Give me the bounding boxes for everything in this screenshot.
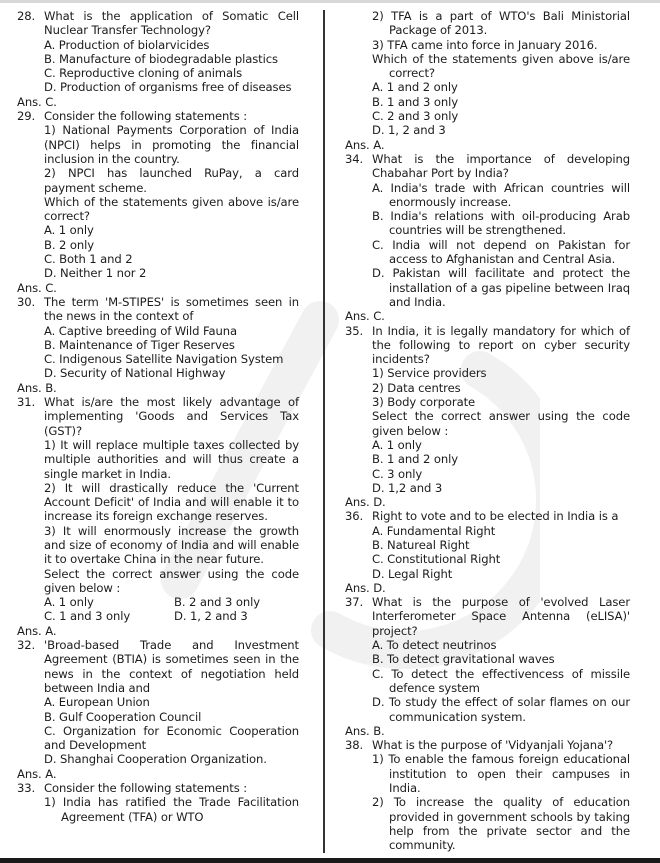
question-text: What is/are the most likely advantage of implementing 'Goods and Services Tax (GST)? (44, 395, 299, 438)
prompt: Select the correct answer using the code given below : (44, 566, 299, 595)
option: A. 1 only (44, 223, 94, 238)
bottom-border (0, 858, 660, 863)
statement: 1) National Payments Corporation of India (NPCI) helps in promoting the financial inclusion in the country. (44, 123, 299, 166)
answer: Ans. C. (17, 280, 57, 295)
statement: 1) Service providers (372, 366, 487, 381)
prompt: Which of the statements given above is/are correct? (44, 194, 299, 224)
option: B. India's relations with oil-producing Arab countries will be strengthened. (372, 209, 630, 238)
option: C. India will not depend on Pakistan for access to Afghanistan and Central Asia. (372, 237, 630, 267)
option: C. 2 and 3 only (372, 109, 459, 124)
question-text: What is the purpose of 'evolved Laser Interferometer Space Antenna (eLISA)' project? (372, 595, 630, 638)
statement: 3) Body corporate (372, 395, 476, 410)
question-number: 31. (17, 395, 36, 410)
option: A. 1 and 2 only (372, 80, 458, 95)
option: A. India's trade with African countries will enormously increase. (372, 180, 630, 209)
option: C. Both 1 and 2 (44, 252, 133, 267)
question-number: 29. (17, 109, 36, 124)
option: D. Shanghai Cooperation Organization. (44, 752, 267, 767)
question-text: In India, it is legally mandatory for which of the following to report on cyber security incidents? (372, 323, 630, 367)
question-34 (345, 152, 630, 324)
prompt: Which of the statements given above is/are correct? (372, 51, 630, 81)
options-grid (17, 595, 299, 624)
question-number: 34. (345, 151, 364, 166)
option: B. 2 only (44, 237, 95, 252)
option: B. 1 and 3 only (372, 94, 458, 109)
question-33 (17, 781, 299, 824)
question-28 (17, 9, 299, 109)
option: A. 1 only (44, 595, 94, 610)
statement: 3) It will enormously increase the growth and size of economy of India and will enable it to overtake China in the near future. (44, 523, 299, 567)
option: C. 3 only (372, 466, 423, 481)
question-text: What is the application of Somatic Cell Nuclear Transfer Technology? (44, 9, 299, 38)
option: B. 2 and 3 only (174, 595, 260, 610)
right-column (345, 9, 630, 853)
option: A. Captive breeding of Wild Fauna (44, 323, 237, 338)
answer: Ans. C. (345, 309, 385, 324)
question-text: Right to vote and to be elected in India is a (372, 509, 619, 524)
option: D. Legal Right (372, 566, 453, 581)
answer: Ans. D. (345, 580, 386, 595)
question-number: 35. (345, 323, 364, 338)
question-text: 'Broad-based Trade and Investment Agreement (BTIA) is sometimes seen in the news in the context of negotiation held between India and (44, 638, 299, 695)
answer: Ans. B. (345, 723, 385, 738)
option: D. To study the effect of solar flames on our communication system. (372, 695, 630, 724)
option: B. Manufacture of biodegradable plastics (44, 51, 278, 66)
answer: Ans. D. (345, 495, 386, 510)
option: A. 1 only (372, 437, 422, 452)
option: A. European Union (44, 695, 150, 710)
question-30 (17, 295, 299, 395)
option: C. Reproductive cloning of animals (44, 66, 243, 81)
option: A. Production of biolarvicides (44, 37, 210, 52)
question-number: 30. (17, 294, 36, 309)
left-column (17, 9, 299, 824)
prompt: Select the correct answer using the code given below : (372, 409, 630, 438)
option: B. 1 and 2 only (372, 452, 458, 467)
option: B. Gulf Cooperation Council (44, 709, 202, 724)
option: C. Organization for Economic Cooperation and Development (44, 723, 299, 753)
statement: 2) NPCI has launched RuPay, a card payment scheme. (44, 166, 299, 195)
option: D. 1, 2 and 3 (174, 609, 248, 624)
question-text: Consider the following statements : (44, 781, 248, 796)
statement: 1) It will replace multiple taxes collected by multiple authorities and will thus create a single market in India. (44, 437, 299, 481)
statement: 2) TFA is a part of WTO's Bali Ministorial Package of 2013. (372, 9, 630, 38)
option: C. Indigenous Satellite Navigation System (44, 352, 284, 367)
option: D. 1,2 and 3 (372, 480, 443, 495)
option: B. To detect gravitational waves (372, 652, 555, 667)
column-divider (323, 10, 325, 853)
question-text: What is the importance of developing Chabahar Port by India? (372, 151, 630, 181)
answer: Ans. B. (17, 380, 57, 395)
statement: 3) TFA came into force in January 2016. (372, 37, 598, 52)
question-text: Consider the following statements : (44, 109, 248, 124)
question-number: 32. (17, 638, 36, 653)
statement: 2) To increase the quality of education provided in government schools by taking help from the private sector and the community. (372, 795, 630, 853)
question-text: The term 'M-STIPES' is sometimes seen in the news in the context of (44, 294, 299, 324)
option: A. Fundamental Right (372, 523, 496, 538)
answer: Ans. C. (17, 94, 57, 109)
question-number: 36. (345, 509, 364, 524)
question-29 (17, 109, 299, 295)
statement: 2) Data centres (372, 380, 461, 395)
question-number: 28. (17, 9, 36, 23)
option: D. Neither 1 nor 2 (44, 266, 147, 281)
answer: Ans. A. (17, 766, 57, 781)
option: B. Natureal Right (372, 537, 470, 552)
question-32 (17, 638, 299, 781)
answer: Ans. A. (345, 137, 385, 152)
question-number: 33. (17, 781, 36, 796)
option: D. Security of National Highway (44, 366, 226, 381)
option: C. To detect the effectivencess of missile defence system (372, 666, 630, 695)
option: B. Maintenance of Tiger Reserves (44, 337, 235, 352)
option: C. 1 and 3 only (44, 609, 131, 624)
answer: Ans. A. (17, 623, 57, 638)
statement: 1) To enable the famous foreign educational institution to open their campuses in India. (372, 752, 630, 796)
option: C. Constitutional Right (372, 552, 501, 567)
question-number: 38. (345, 738, 364, 753)
option: D. 1, 2 and 3 (372, 123, 446, 138)
question-31 (17, 395, 299, 638)
question-number: 37. (345, 595, 364, 610)
question-36 (345, 509, 630, 595)
option: D. Production of organisms free of diseases (44, 80, 292, 95)
statement: 1) India has ratified the Trade Facilitation Agreement (TFA) or WTO (44, 795, 299, 824)
option: A. To detect neutrinos (372, 638, 497, 653)
option: D. Pakistan will facilitate and protect the installation of a gas pipeline between Iraq and India. (372, 266, 630, 309)
question-35 (345, 324, 630, 510)
top-rule (0, 0, 660, 3)
question-text: What is the purpose of 'Vidyanjali Yojana'? (372, 738, 614, 753)
question-37 (345, 595, 630, 738)
question-38 (345, 738, 630, 852)
statement: 2) It will drastically reduce the 'Current Account Deficit' of India and will enable it to increase its foreign exchange reserves. (44, 480, 299, 524)
question-33-continued (345, 9, 630, 152)
